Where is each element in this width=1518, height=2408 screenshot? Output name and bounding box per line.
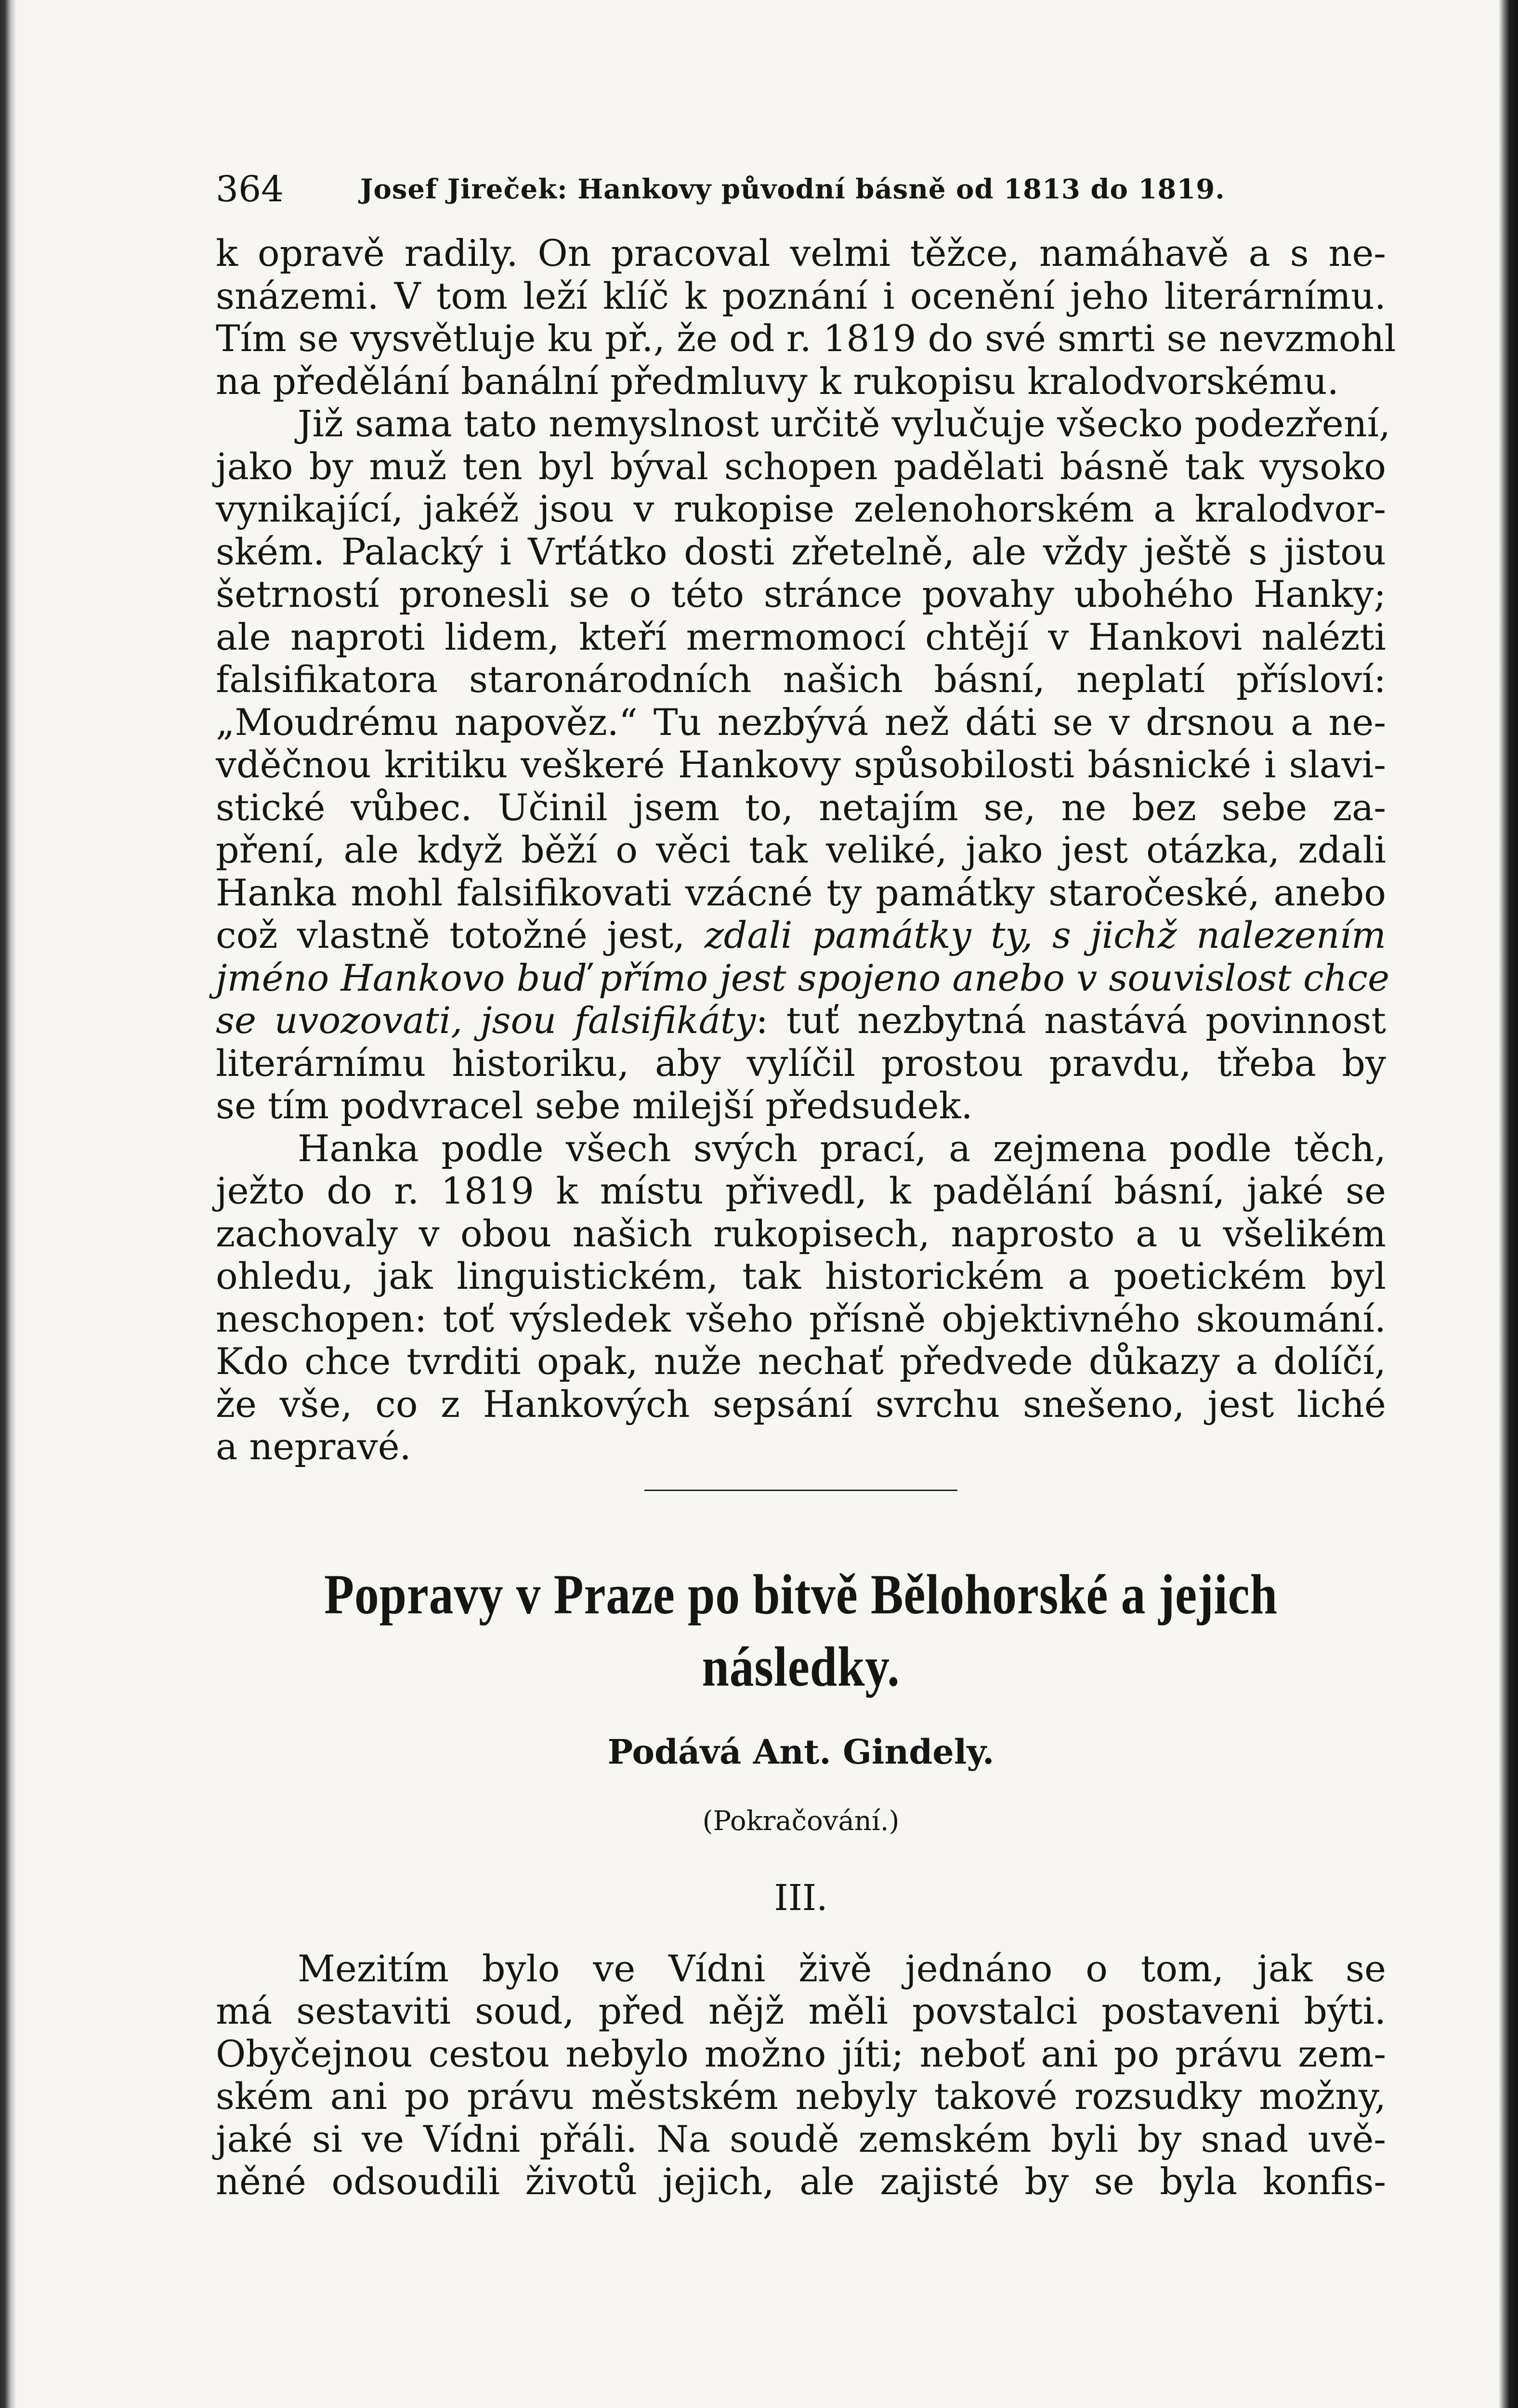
text-line: literárnímu historiku, aby vylíčil prostou pravdu, třeba by (216, 1041, 1386, 1085)
paragraph-critique (216, 402, 1391, 1127)
text-line: k opravě radily. On pracoval velmi těžce, namáhavě a s ne- (216, 232, 1386, 275)
text-line: Již sama tato nemyslnost určitě vylučuje všecko podezření, (298, 402, 1391, 445)
book-page (216, 159, 1396, 2203)
text-line: na předělání banální předmluvy k rukopisu kralodvorskému. (216, 359, 1339, 403)
text-line-mixed (216, 999, 1386, 1042)
text-line: ském. Palacký i Vrťátko dosti zřetelně, ale vždy ještě s jistou (216, 530, 1386, 573)
text-line: snázemi. V tom leží klíč k poznání i ocenění jeho literárnímu. (216, 274, 1386, 317)
text-line: Kdo chce tvrditi opak, nuže nechať předvede důkazy a dolíčí, (216, 1340, 1386, 1383)
running-head (216, 159, 1386, 212)
text-line: Obyčejnou cestou nebylo možno jíti; neboť ani po právu zem- (216, 2032, 1386, 2075)
text-line: jako by muž ten byl býval schopen padělati básně tak vysoko (216, 445, 1386, 488)
paragraph-continuation (216, 232, 1396, 403)
running-title: Josef Jireček: Hankovy původní básně od 1813 do 1819. (360, 173, 1225, 205)
text-line: šetrností pronesli se o této stránce povahy ubohého Hanky; (216, 573, 1386, 615)
italic-span: zdali památky ty, s jichž nalezením (704, 914, 1386, 956)
section-divider (644, 1490, 957, 1491)
text-line: jaké si ve Vídni přáli. Na soudě zemském byli by snad uvě- (216, 2117, 1386, 2160)
text-line: „Moudrému napověz.“ Tu nezbývá než dáti se v drsnou a ne- (216, 700, 1386, 744)
text-line: ském ani po právu městském nebyly takové rozsudky možny, (216, 2075, 1386, 2118)
text-line: se tím podvracel sebe milejší předsudek. (216, 1084, 973, 1127)
page-number: 364 (216, 169, 284, 210)
title-line: Popravy v Praze po bitvě Bělohorské a jejich (324, 1562, 1278, 1626)
text-line: má sestaviti soud, před nějž měli povstalci postaveni býti. (216, 1989, 1386, 2032)
article-author: Podává Ant. Gindely. (607, 1731, 995, 1772)
text-line: vynikající, jakéž jsou v rukopise zelenohorském a kralodvor- (216, 487, 1386, 530)
text-line: Tím se vysvětluje ku př., že od r. 1819 do své smrti se nevzmohl (216, 317, 1396, 360)
text-line: Mezitím bylo ve Vídni živě jednáno o tom, jak se (298, 1947, 1386, 1990)
text-line: vděčnou kritiku veškeré Hankovy spůsobilosti básnické i slavi- (216, 743, 1386, 786)
text-line: falsifikatora staronárodních našich básní, neplatí přísloví: (216, 658, 1386, 701)
text-line: neschopen: toť výsledek všeho přísně objektivného skoumání. (216, 1297, 1386, 1340)
text-line: pření, ale když běží o věci tak veliké, jako jest otázka, zdali (216, 828, 1386, 871)
text-line: ale naproti lidem, kteří mermomocí chtějí v Hankovi nalézti (216, 615, 1386, 658)
section-number: III. (774, 1877, 828, 1919)
scan-edge-left (0, 0, 16, 2408)
scan-edge-right (1499, 0, 1518, 2408)
text-line: zachovaly v obou našich rukopisech, naprosto a u všelikém (216, 1212, 1386, 1255)
text-line: ohledu, jak linguistickém, tak historickém a poetickém byl (216, 1255, 1386, 1297)
text-line-mixed (216, 914, 1386, 957)
text-span: což vlastně totožné jest, (216, 914, 705, 956)
text-line-italic (216, 956, 1390, 1000)
text-line: ježto do r. 1819 k místu přivedl, k padělání básní, jaké se (216, 1169, 1386, 1212)
title-line: následky. (702, 1635, 900, 1698)
text-line: něné odsoudili životů jejich, ale zajisté by se byla konfis- (216, 2160, 1386, 2203)
text-span: : tuť nezbytná nastává povinnost (756, 999, 1386, 1042)
italic-span: jméno Hankovo buď přímo jest spojeno anebo v souvislost chce (216, 956, 1390, 999)
paragraph-conclusion (216, 1127, 1386, 1468)
text-line: Hanka mohl falsifikovati vzácné ty památky staročeské, anebo (216, 871, 1386, 914)
continuation-note: (Pokračování.) (702, 1805, 900, 1837)
italic-span: se uvozovati, jsou falsifikáty (216, 999, 756, 1042)
text-line: stické vůbec. Učinil jsem to, netajím se, ne bez sebe za- (216, 785, 1386, 829)
text-line: Hanka podle všech svých prací, a zejmena podle těch, (298, 1126, 1386, 1170)
article-title (298, 1558, 1304, 1703)
paragraph-article-start (216, 1948, 1386, 2203)
text-line: a nepravé. (216, 1425, 411, 1468)
text-line: že vše, co z Hankových sepsání svrchu snešeno, jest liché (216, 1382, 1386, 1426)
